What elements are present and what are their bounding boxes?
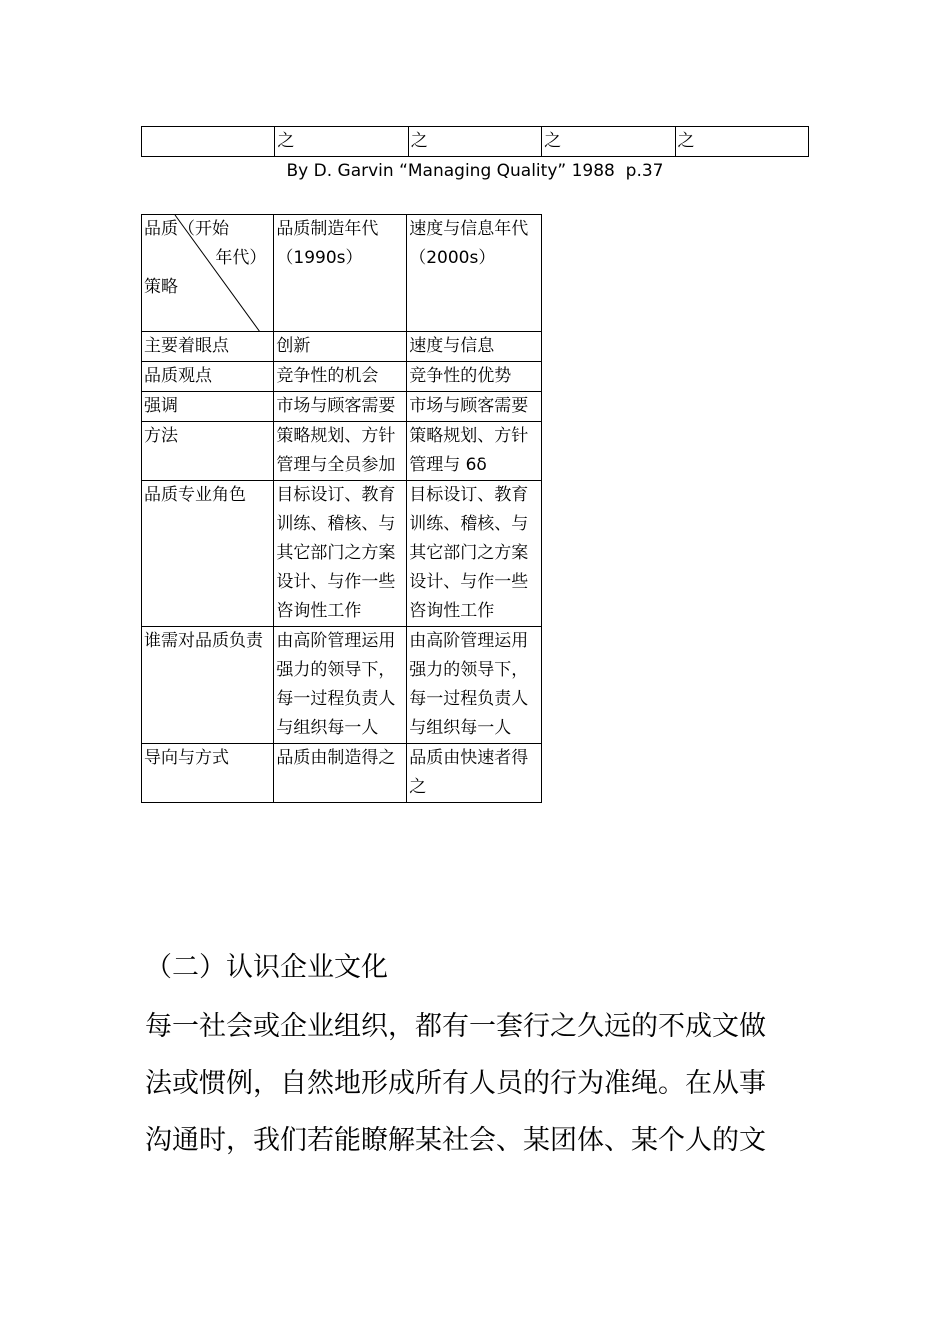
table-cell: 之 — [275, 127, 408, 157]
quality-strategy-table — [141, 214, 542, 803]
corner-label-era: 年代） — [215, 248, 267, 268]
corner-header-cell — [142, 215, 274, 332]
row-label: 导向与方式 — [142, 744, 274, 803]
table-row — [142, 392, 542, 422]
table-cell: 品质由制造得之 — [274, 744, 407, 803]
row-label: 谁需对品质负责 — [142, 627, 274, 744]
table-cell: 之 — [542, 127, 675, 157]
body-paragraph — [145, 998, 815, 1169]
table-cell — [142, 127, 275, 157]
top-table — [141, 126, 809, 157]
table-cell: 策略规划、方针管理与 6δ — [407, 422, 542, 481]
table-cell: 之 — [408, 127, 541, 157]
section-heading: （二）认识企业文化 — [145, 952, 388, 983]
table-cell: 目标设订、教育训练、稽核、与其它部门之方案设计、与作一些咨询性工作 — [407, 481, 542, 627]
table-cell: 市场与顾客需要 — [407, 392, 542, 422]
table-row — [142, 362, 542, 392]
table-row — [142, 481, 542, 627]
corner-label-strategy: 策略 — [144, 277, 178, 297]
table-cell: 速度与信息 — [407, 332, 542, 362]
row-label: 品质专业角色 — [142, 481, 274, 627]
table-cell: 之 — [675, 127, 808, 157]
table-row — [142, 422, 542, 481]
table-cell: 由高阶管理运用强力的领导下，每一过程负责人与组织每一人 — [407, 627, 542, 744]
table-header-row — [142, 215, 542, 332]
row-label: 品质观点 — [142, 362, 274, 392]
row-label: 方法 — [142, 422, 274, 481]
corner-label-quality: 品质（开始 — [144, 219, 229, 239]
table-cell: 竞争性的优势 — [407, 362, 542, 392]
table-cell: 目标设订、教育训练、稽核、与其它部门之方案设计、与作一些咨询性工作 — [274, 481, 407, 627]
table-cell: 竞争性的机会 — [274, 362, 407, 392]
paragraph-line: 每一社会或企业组织，都有一套行之久远的不成文做 — [145, 1011, 766, 1042]
table-row — [142, 744, 542, 803]
table-row — [142, 627, 542, 744]
column-header-2000s: 速度与信息年代（2000s） — [407, 215, 542, 332]
row-label: 主要着眼点 — [142, 332, 274, 362]
table-row — [142, 332, 542, 362]
paragraph-line: 法或惯例，自然地形成所有人员的行为准绳。在从事 — [145, 1068, 766, 1099]
table-cell: 由高阶管理运用强力的领导下，每一过程负责人与组织每一人 — [274, 627, 407, 744]
table-row — [142, 127, 809, 157]
table-cell: 市场与顾客需要 — [274, 392, 407, 422]
paragraph-line: 沟通时，我们若能瞭解某社会、某团体、某个人的文 — [145, 1125, 766, 1156]
table-cell: 品质由快速者得之 — [407, 744, 542, 803]
table-cell: 策略规划、方针管理与全员参加 — [274, 422, 407, 481]
citation: By D. Garvin “Managing Quality” 1988 p.37 — [286, 161, 664, 181]
table-cell: 创新 — [274, 332, 407, 362]
column-header-1990s: 品质制造年代（1990s） — [274, 215, 407, 332]
row-label: 强调 — [142, 392, 274, 422]
